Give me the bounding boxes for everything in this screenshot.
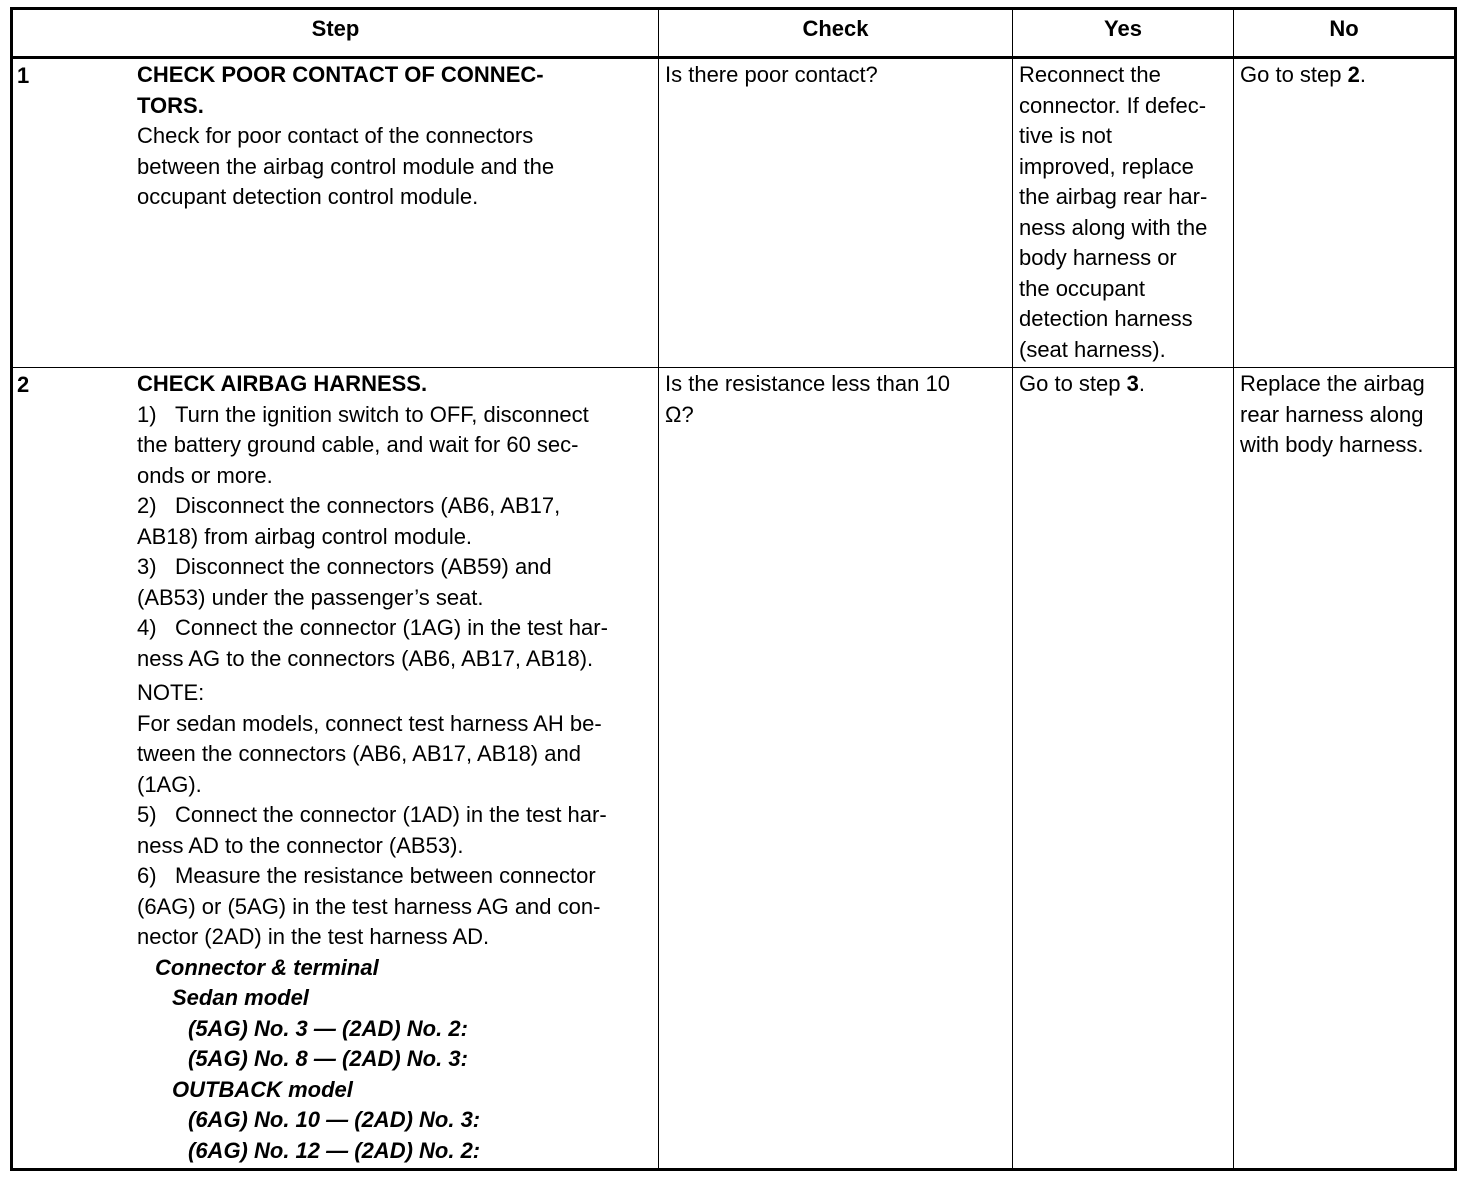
text-line: onds or more. <box>137 462 273 488</box>
text-line: detection harness <box>1019 306 1193 331</box>
text-fragment: Turn the ignition switch to OFF, disconnect <box>175 401 589 427</box>
text-line: improved, replace <box>1019 153 1194 179</box>
procedure-step <box>137 861 652 953</box>
text-line <box>1240 60 1448 91</box>
text-line: (AB53) under the passenger’s seat. <box>137 584 484 610</box>
step-index: 1) <box>137 401 157 427</box>
text-fragment: Go to step <box>1240 62 1348 87</box>
step-title <box>137 369 652 400</box>
step-body <box>137 368 658 1168</box>
text-line: tive is not <box>1019 123 1112 148</box>
text-fragment: Measure the resistance between connector <box>175 863 596 888</box>
step-cell <box>12 368 659 1170</box>
text-line: the battery ground cable, and wait for 60 sec- <box>137 432 579 457</box>
spec-terminal-pair: (5AG) No. 8 — (2AD) No. 3: <box>188 1046 468 1071</box>
text-line: CHECK AIRBAG HARNESS. <box>137 371 428 396</box>
text-line: ness along with the <box>1019 214 1208 240</box>
text-line <box>137 491 652 522</box>
procedure-step <box>137 552 652 613</box>
text-line: ness AD to the connector (AB53). <box>137 832 464 858</box>
text-line: nector (2AD) in the test harness AD. <box>137 924 490 949</box>
step-index: 4) <box>137 615 157 640</box>
text-line: body harness or <box>1019 245 1177 270</box>
text-fragment: . <box>1359 62 1366 87</box>
procedure-step <box>137 400 652 492</box>
step-index: 6) <box>137 863 157 888</box>
step-number: 1 <box>17 63 30 88</box>
text-line <box>137 400 652 431</box>
text-line <box>137 800 652 831</box>
text-fragment: Go to step <box>1019 371 1127 396</box>
step-index: 3) <box>137 554 157 579</box>
step-index: 2) <box>137 493 157 518</box>
diagnostic-procedure-table <box>10 7 1457 1171</box>
text-line: AB18) from airbag control module. <box>137 523 473 549</box>
spec-heading: Connector & terminal <box>155 954 379 980</box>
text-line <box>137 861 652 892</box>
procedure-step <box>137 613 652 674</box>
note-label: NOTE: <box>137 680 205 705</box>
spec-terminal-pair: (6AG) No. 12 — (2AD) No. 2: <box>188 1137 481 1163</box>
connector-spec <box>137 953 652 1167</box>
text-line: Is the resistance less than 10 <box>665 371 950 396</box>
text-line: (6AG) or (5AG) in the test harness AG and con- <box>137 893 601 919</box>
text-fragment: Connect the connector (1AG) in the test har- <box>175 615 608 640</box>
header-check: Check <box>659 9 1013 58</box>
spec-model: OUTBACK model <box>172 1076 353 1102</box>
procedure-step <box>137 800 652 861</box>
text-line: Check for poor contact of the connectors <box>137 123 534 148</box>
text-line: Reconnect the <box>1019 62 1161 87</box>
step-index: 5) <box>137 802 157 827</box>
table-row <box>12 58 1456 368</box>
text-line: For sedan models, connect test harness AH be- <box>137 710 602 736</box>
table-row <box>12 368 1456 1170</box>
step-number: 2 <box>17 372 30 397</box>
text-fragment: . <box>1138 371 1145 396</box>
text-line <box>137 552 652 583</box>
text-line: with body harness. <box>1240 432 1424 457</box>
spec-terminal-pair: (5AG) No. 3 — (2AD) No. 2: <box>188 1015 468 1041</box>
step-title <box>137 60 652 121</box>
text-line: Is there poor contact? <box>665 62 878 87</box>
text-line: Replace the airbag <box>1240 371 1425 396</box>
header-yes: Yes <box>1013 9 1234 58</box>
procedure-step <box>137 491 652 552</box>
note-text <box>137 709 652 801</box>
check-cell <box>659 58 1013 368</box>
spec-terminal-pair: (6AG) No. 10 — (2AD) No. 3: <box>188 1107 481 1132</box>
step-reference: 3 <box>1126 371 1139 396</box>
text-line: occupant detection control module. <box>137 184 479 209</box>
text-line: (1AG). <box>137 771 202 797</box>
text-line: the occupant <box>1019 275 1145 301</box>
text-line: connector. If defec- <box>1019 92 1207 118</box>
text-line: (seat harness). <box>1019 336 1166 362</box>
yes-cell <box>1013 368 1234 1170</box>
text-line: ness AG to the connectors (AB6, AB17, AB18). <box>137 645 594 671</box>
no-cell <box>1234 58 1456 368</box>
text-line: between the airbag control module and the <box>137 153 555 179</box>
text-line: TORS. <box>137 92 204 118</box>
spec-model: Sedan model <box>172 985 309 1010</box>
text-line: Ω? <box>665 401 694 427</box>
table-header-row <box>12 9 1456 58</box>
header-step: Step <box>12 9 659 58</box>
text-line: the airbag rear har- <box>1019 184 1208 209</box>
text-line: CHECK POOR CONTACT OF CONNEC- <box>137 62 544 87</box>
yes-cell <box>1013 58 1234 368</box>
header-no: No <box>1234 9 1456 58</box>
step-body <box>137 59 658 215</box>
check-cell <box>659 368 1013 1170</box>
text-line <box>1019 369 1227 400</box>
no-cell <box>1234 368 1456 1170</box>
text-line: tween the connectors (AB6, AB17, AB18) and <box>137 741 581 766</box>
step-cell <box>12 58 659 368</box>
text-fragment: Disconnect the connectors (AB59) and <box>175 554 552 579</box>
text-line <box>137 613 652 644</box>
text-fragment: Disconnect the connectors (AB6, AB17, <box>175 493 561 518</box>
text-line: rear harness along <box>1240 401 1424 427</box>
text-fragment: Connect the connector (1AD) in the test har- <box>175 802 607 827</box>
step-reference: 2 <box>1347 62 1360 87</box>
